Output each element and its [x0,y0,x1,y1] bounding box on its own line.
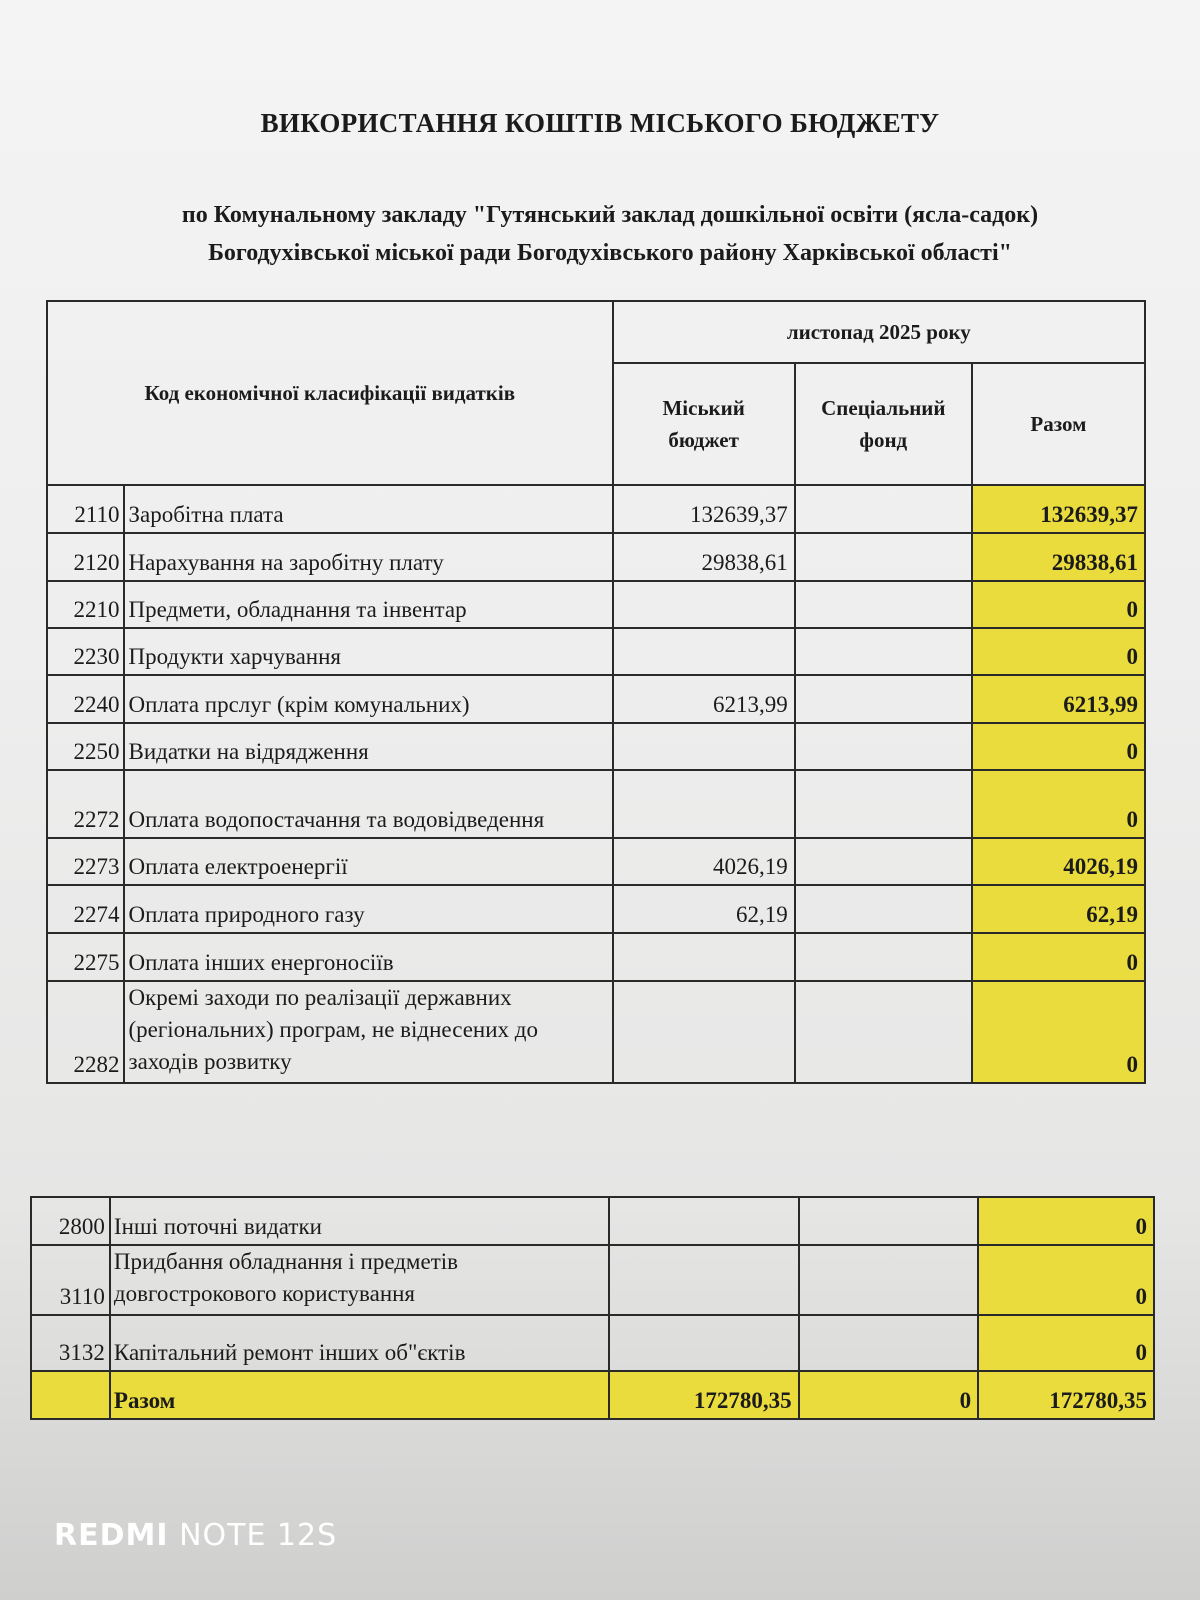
header-period: листопад 2025 року [613,301,1145,363]
row-code: 3132 [31,1315,110,1371]
row-special-value [799,1245,979,1315]
row-total-value: 4026,19 [972,838,1145,885]
row-special-value [795,838,972,885]
table-row [31,1315,1154,1371]
row-name: Видатки на відрядження [124,723,612,770]
row-special-value [795,533,972,581]
row-city-value [613,981,795,1083]
subtitle-line-1: по Комунальному закладу "Гутянський заклад дошкільної освіти (ясла-садок) [181,202,1039,228]
row-code: 2273 [47,838,124,885]
row-code: 2250 [47,723,124,770]
row-total-value: 0 [978,1245,1154,1315]
row-city-value: 132639,37 [613,485,795,533]
row-total-value: 0 [972,723,1145,770]
table-row [47,628,1145,675]
table-row [47,485,1145,533]
row-special-value [795,933,972,981]
header-code: Код економічної класифікації видатків [47,301,613,485]
row-code: 2120 [47,533,124,581]
row-city-value [613,933,795,981]
row-special-value [795,675,972,723]
row-city-value [613,581,795,628]
row-name: Інші поточні видатки [110,1197,609,1245]
row-name-line-2: довгострокового користування [113,1281,416,1306]
row-city-value [609,1245,799,1315]
row-name: Оплата прслуг (крім комунальних) [124,675,612,723]
grand-total-code-cell [31,1371,110,1419]
row-special-value [799,1197,979,1245]
row-name [124,981,612,1083]
row-special-value [795,885,972,933]
table-row [47,581,1145,628]
row-city-value [613,723,795,770]
row-city-value: 4026,19 [613,838,795,885]
grand-total-sum: 172780,35 [978,1371,1154,1419]
row-special-value [795,981,972,1083]
budget-table [46,300,1146,1084]
row-name-line-3: заходів розвитку [128,1049,292,1074]
row-city-value [609,1197,799,1245]
table-row [47,885,1145,933]
subtitle-line-2: Богодухівської міської ради Богодухівського району Харківської області" [208,240,1012,266]
row-code: 2282 [47,981,124,1083]
watermark-model: NOTE 12S [179,1518,338,1553]
row-total-value: 0 [972,981,1145,1083]
grand-total-row [31,1371,1154,1419]
row-code: 2240 [47,675,124,723]
table-row [31,1197,1154,1245]
row-name: Заробітна плата [124,485,612,533]
table-row [47,838,1145,885]
header-city-line-1: Міський [662,396,745,420]
row-city-value: 62,19 [613,885,795,933]
row-name: Оплата природного газу [124,885,612,933]
header-city-line-2: бюджет [668,428,739,452]
row-city-value: 6213,99 [613,675,795,723]
table-row [47,675,1145,723]
row-name: Нарахування на заробітну плату [124,533,612,581]
row-name: Капітальний ремонт інших об"єктів [110,1315,609,1371]
row-city-value [609,1315,799,1371]
header-city-budget [613,363,795,485]
row-special-value [795,581,972,628]
row-name-line-1: Окремі заходи по реалізації державних [128,985,512,1010]
grand-total-city: 172780,35 [609,1371,799,1419]
row-total-value: 0 [978,1315,1154,1371]
table-row [47,981,1145,1083]
row-total-value: 6213,99 [972,675,1145,723]
row-name [110,1245,609,1315]
row-special-value [795,485,972,533]
camera-watermark [54,1518,337,1553]
header-special-line-2: фонд [859,428,908,452]
row-name: Предмети, обладнання та інвентар [124,581,612,628]
row-name-line-2: (регіональних) програм, не віднесених до [128,1017,538,1042]
row-code: 2275 [47,933,124,981]
watermark-brand: REDMI [54,1518,169,1553]
row-special-value [795,770,972,838]
table-row [47,933,1145,981]
header-special-line-1: Спеціальний [821,396,946,420]
row-code: 3110 [31,1245,110,1315]
row-city-value: 29838,61 [613,533,795,581]
row-total-value: 29838,61 [972,533,1145,581]
header-special-fund [795,363,972,485]
budget-table-continued [30,1196,1155,1420]
row-special-value [795,628,972,675]
row-code: 2272 [47,770,124,838]
row-city-value [613,628,795,675]
row-special-value [795,723,972,770]
table-row [47,723,1145,770]
row-total-value: 62,19 [972,885,1145,933]
grand-total-label: Разом [110,1371,609,1419]
row-total-value: 0 [978,1197,1154,1245]
row-name: Оплата інших енергоносіїв [124,933,612,981]
row-total-value: 0 [972,770,1145,838]
header-total: Разом [972,363,1145,485]
row-total-value: 0 [972,581,1145,628]
table-row [31,1245,1154,1315]
row-code: 2274 [47,885,124,933]
document-title: ВИКОРИСТАННЯ КОШТІВ МІСЬКОГО БЮДЖЕТУ [260,108,940,138]
row-code: 2110 [47,485,124,533]
row-name: Продукти харчування [124,628,612,675]
document-subtitle [40,196,1180,272]
row-code: 2210 [47,581,124,628]
row-name-line-1: Придбання обладнання і предметів [113,1249,459,1274]
row-special-value [799,1315,979,1371]
row-code: 2800 [31,1197,110,1245]
row-total-value: 132639,37 [972,485,1145,533]
row-name: Оплата водопостачання та водовідведення [124,770,612,838]
row-city-value [613,770,795,838]
row-name: Оплата електроенергії [124,838,612,885]
table-row [47,770,1145,838]
row-code: 2230 [47,628,124,675]
table-row [47,533,1145,581]
row-total-value: 0 [972,933,1145,981]
grand-total-special: 0 [799,1371,979,1419]
row-total-value: 0 [972,628,1145,675]
